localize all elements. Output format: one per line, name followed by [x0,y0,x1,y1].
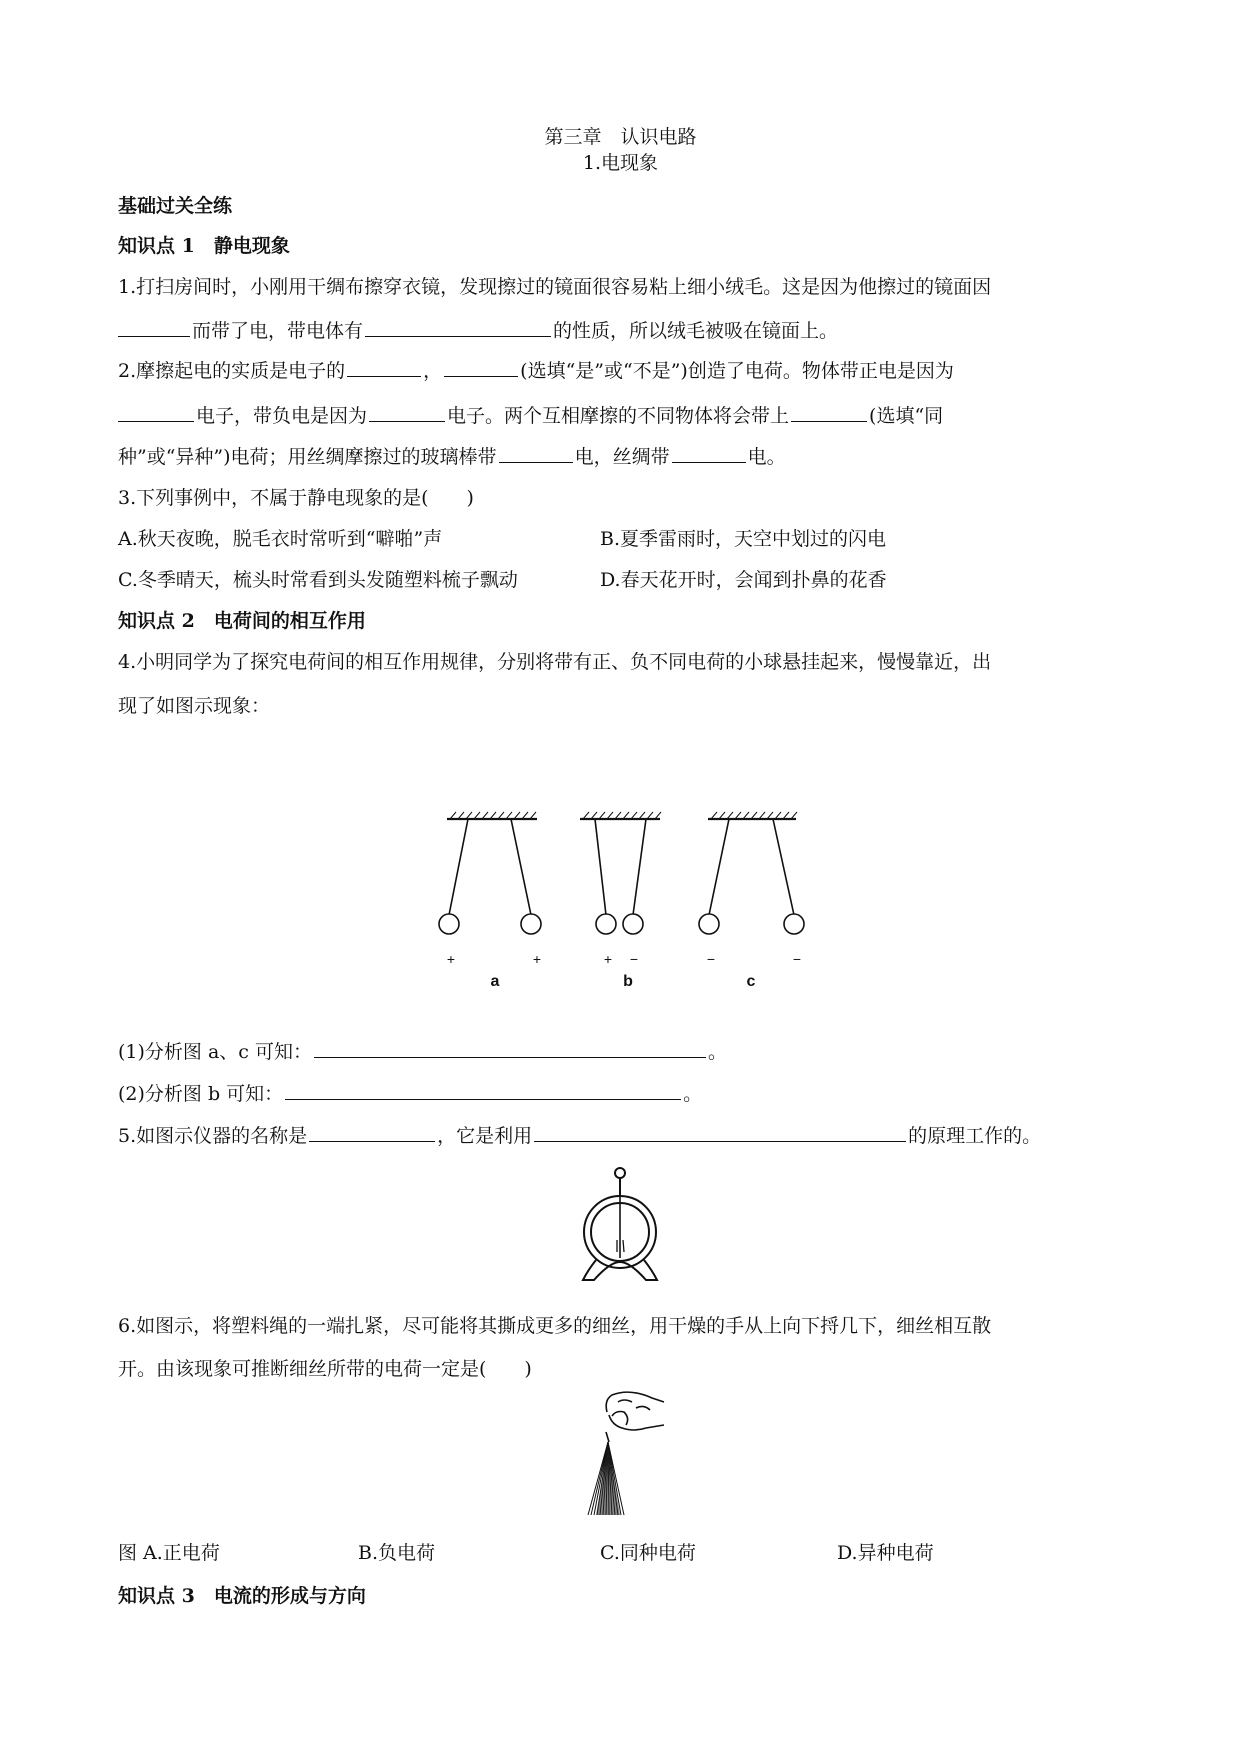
charge-sign: + [603,951,613,967]
knowledge-point-3: 知识点 3 电流的形成与方向 [118,1585,366,1607]
question-1-line-1: 1.打扫房间时，小刚用干绸布擦穿衣镜，发现擦过的镜面很容易粘上细小绒毛。这是因为他擦过的镜面因 [118,276,992,298]
figure-label-c: c [746,973,756,990]
answer-blank[interactable] [314,1038,706,1058]
pendulum-set-a [439,812,541,934]
answer-blank[interactable] [309,1122,435,1142]
charged-ball [439,914,459,934]
charge-sign: − [792,951,802,967]
question-5: 5.如图示仪器的名称是 ，它是利用 的原理工作的。 [118,1122,1041,1149]
pendulum-set-c [699,812,804,934]
chapter-title: 第三章 认识电路 [544,126,697,148]
question-3-option-b[interactable]: B.夏季雷雨时，天空中划过的闪电 [600,528,887,550]
figure-label-b: b [623,973,633,990]
answer-blank[interactable] [285,1080,681,1100]
answer-blank[interactable] [791,402,867,422]
charged-ball [699,914,719,934]
pendulum-set-b [580,812,661,934]
question-6-option-c[interactable]: C.同种电荷 [600,1542,696,1564]
question-3-option-a[interactable]: A.秋天夜晚，脱毛衣时常听到“噼啪”声 [118,528,443,550]
answer-blank[interactable] [672,443,746,463]
charged-ball [784,914,804,934]
charge-sign: + [446,951,456,967]
knowledge-point-2: 知识点 2 电荷间的相互作用 [118,610,366,632]
answer-blank[interactable] [347,357,421,377]
question-6-line-1: 6.如图示，将塑料绳的一端扎紧，尽可能将其撕成更多的细丝，用干燥的手从上向下捋几下，细丝相互散 [118,1315,992,1337]
answer-blank[interactable] [118,402,194,422]
question-1-line-2: 而带了电，带电体有 的性质，所以绒毛被吸在镜面上。 [118,317,838,344]
answer-blank[interactable] [369,402,445,422]
question-3-stem: 3.下列事例中，不属于静电现象的是( ) [118,487,474,509]
charge-sign: − [706,951,716,967]
figure-label-a: a [490,973,500,990]
answer-blank[interactable] [534,1122,906,1142]
charge-sign: − [629,951,639,967]
charged-ball [596,914,616,934]
question-6-line-2: 开。由该现象可推断细丝所带的电荷一定是( ) [118,1358,532,1380]
question-2-line-2: 电子，带负电是因为 电子。两个互相摩擦的不同物体将会带上 (选填“同 [118,402,943,429]
question-4-sub-1: (1)分析图 a、c 可知： 。 [118,1038,727,1065]
charged-ball [521,914,541,934]
answer-blank[interactable] [444,357,518,377]
answer-blank[interactable] [365,317,551,337]
answer-blank[interactable] [499,443,573,463]
question-4-line-2: 现了如图示现象： [118,695,271,717]
section-title: 1.电现象 [582,152,659,174]
question-2-line-1: 2.摩擦起电的实质是电子的 ， (选填“是”或“不是”)创造了电荷。物体带正电是因为 [118,357,954,384]
question-4-sub-2: (2)分析图 b 可知： 。 [118,1080,702,1107]
charged-ball [623,914,643,934]
answer-blank[interactable] [118,317,190,337]
question-6-option-a[interactable]: 图 A.正电荷 [118,1542,220,1564]
question-6-option-d[interactable]: D.异种电荷 [837,1542,934,1564]
charge-sign: + [532,951,542,967]
section-label: 基础过关全练 [118,195,233,217]
knowledge-point-1: 知识点 1 静电现象 [118,235,290,257]
question-2-line-3: 种”或“异种”)电荷；用丝绸摩擦过的玻璃棒带 电，丝绸带 电。 [118,443,786,470]
question-3-option-d[interactable]: D.春天花开时，会闻到扑鼻的花香 [600,569,887,591]
question-4-line-1: 4.小明同学为了探究电荷间的相互作用规律，分别将带有正、负不同电荷的小球悬挂起来，慢慢靠近，出 [118,651,992,673]
question-6-option-b[interactable]: B.负电荷 [358,1542,436,1564]
question-3-option-c[interactable]: C.冬季晴天，梳头时常看到头发随塑料梳子飘动 [118,569,518,591]
